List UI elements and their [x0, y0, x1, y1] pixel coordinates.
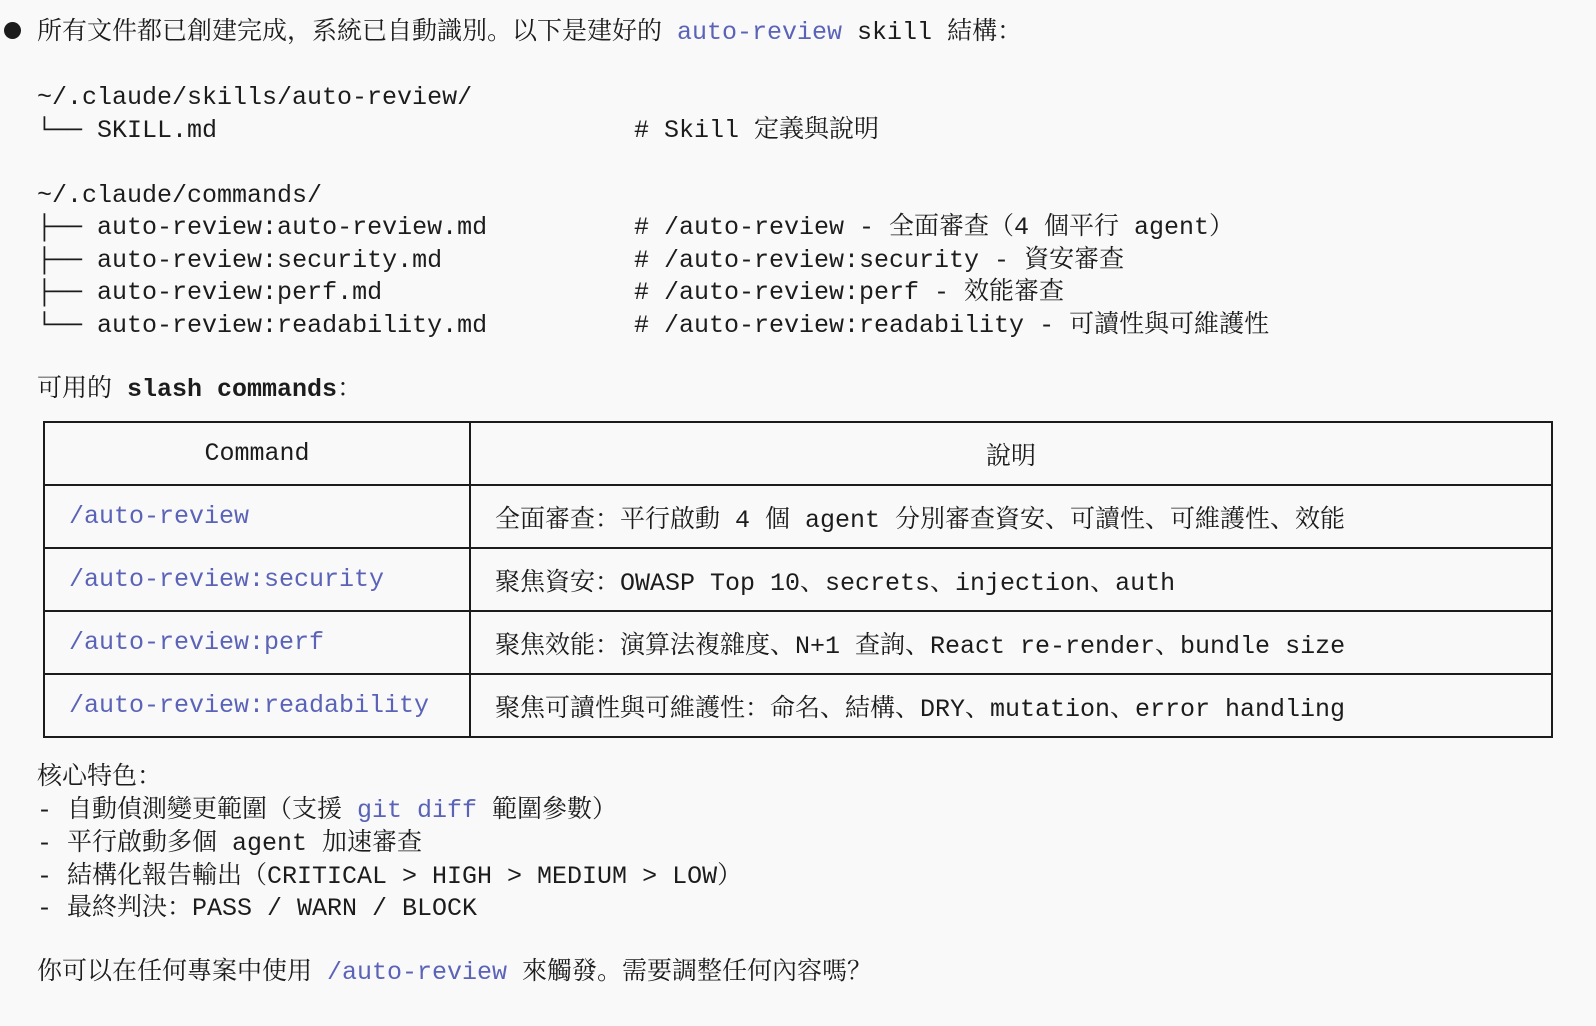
bullet-icon — [4, 22, 21, 39]
tree-branch: ├── — [37, 213, 83, 242]
feature-text-after: 範圍參數） — [477, 796, 618, 825]
table-header-row — [44, 422, 1552, 485]
tree-item — [37, 277, 382, 309]
heading-colon: ： — [337, 375, 363, 404]
description-cell: 聚焦可讀性與可維護性：命名、結構、DRY、mutation、error handling — [470, 674, 1552, 737]
feature-item: - 平行啟動多個 agent 加速審查 — [37, 829, 423, 858]
tree-file: SKILL.md — [97, 116, 218, 145]
command-cell: /auto-review — [44, 485, 470, 548]
intro-line — [37, 17, 1022, 49]
tree-comment: # /auto-review:readability - 可讀性與可維護性 — [634, 311, 1270, 340]
tree-comment: # Skill 定義與說明 — [634, 116, 880, 145]
heading-bold: slash commands — [127, 375, 338, 404]
tree-file: auto-review:security.md — [97, 246, 443, 275]
description-cell: 聚焦資安：OWASP Top 10、secrets、injection、auth — [470, 548, 1552, 611]
table-row — [44, 611, 1552, 674]
command-cell: /auto-review:readability — [44, 674, 470, 737]
footer-line — [37, 957, 872, 989]
intro-text-after: skill 結構： — [842, 18, 1023, 47]
features-title: 核心特色： — [37, 763, 163, 792]
table-row — [44, 674, 1552, 737]
tree-root: ~/.claude/skills/auto-review/ — [37, 83, 473, 112]
tree-comment: # /auto-review:security - 資安審查 — [634, 246, 1125, 275]
footer-text-after: 來觸發。需要調整任何內容嗎？ — [507, 958, 873, 987]
feature-item — [37, 795, 617, 827]
tree-comment: # /auto-review - 全面審查（4 個平行 agent） — [634, 213, 1235, 242]
tree-item — [37, 245, 442, 277]
tree-item — [37, 310, 487, 342]
tree-item — [37, 212, 487, 244]
header-command: Command — [44, 422, 470, 485]
footer-text: 你可以在任何專案中使用 — [37, 958, 328, 987]
feature-item: - 結構化報告輸出（CRITICAL > HIGH > MEDIUM > LOW） — [37, 862, 743, 891]
feature-text: - 自動偵測變更範圍（支援 — [37, 796, 358, 825]
intro-highlight: auto-review — [677, 18, 843, 47]
feature-item: - 最終判決：PASS / WARN / BLOCK — [37, 894, 478, 923]
feature-code: git diff — [357, 796, 478, 825]
footer-command: /auto-review — [327, 958, 508, 987]
tree-comment: # /auto-review:perf - 效能審查 — [634, 278, 1065, 307]
table-row — [44, 485, 1552, 548]
command-cell: /auto-review:security — [44, 548, 470, 611]
tree-file: auto-review:perf.md — [97, 278, 383, 307]
tree-branch: └── — [37, 116, 83, 145]
tree-root: ~/.claude/commands/ — [37, 181, 323, 210]
header-description: 說明 — [470, 422, 1552, 485]
intro-text: 所有文件都已創建完成，系統已自動識別。以下是建好的 — [37, 18, 678, 47]
table-row — [44, 548, 1552, 611]
commands-table — [43, 421, 1553, 738]
slash-commands-heading — [37, 374, 362, 406]
tree-branch: └── — [37, 311, 83, 340]
tree-branch: ├── — [37, 278, 83, 307]
tree-file: auto-review:auto-review.md — [97, 213, 488, 242]
tree-item — [37, 115, 217, 147]
tree-file: auto-review:readability.md — [97, 311, 488, 340]
description-cell: 聚焦效能：演算法複雜度、N+1 查詢、React re-render、bundle size — [470, 611, 1552, 674]
command-cell: /auto-review:perf — [44, 611, 470, 674]
description-cell: 全面審查：平行啟動 4 個 agent 分別審查資安、可讀性、可維護性、效能 — [470, 485, 1552, 548]
heading-text: 可用的 — [37, 375, 128, 404]
tree-branch: ├── — [37, 246, 83, 275]
